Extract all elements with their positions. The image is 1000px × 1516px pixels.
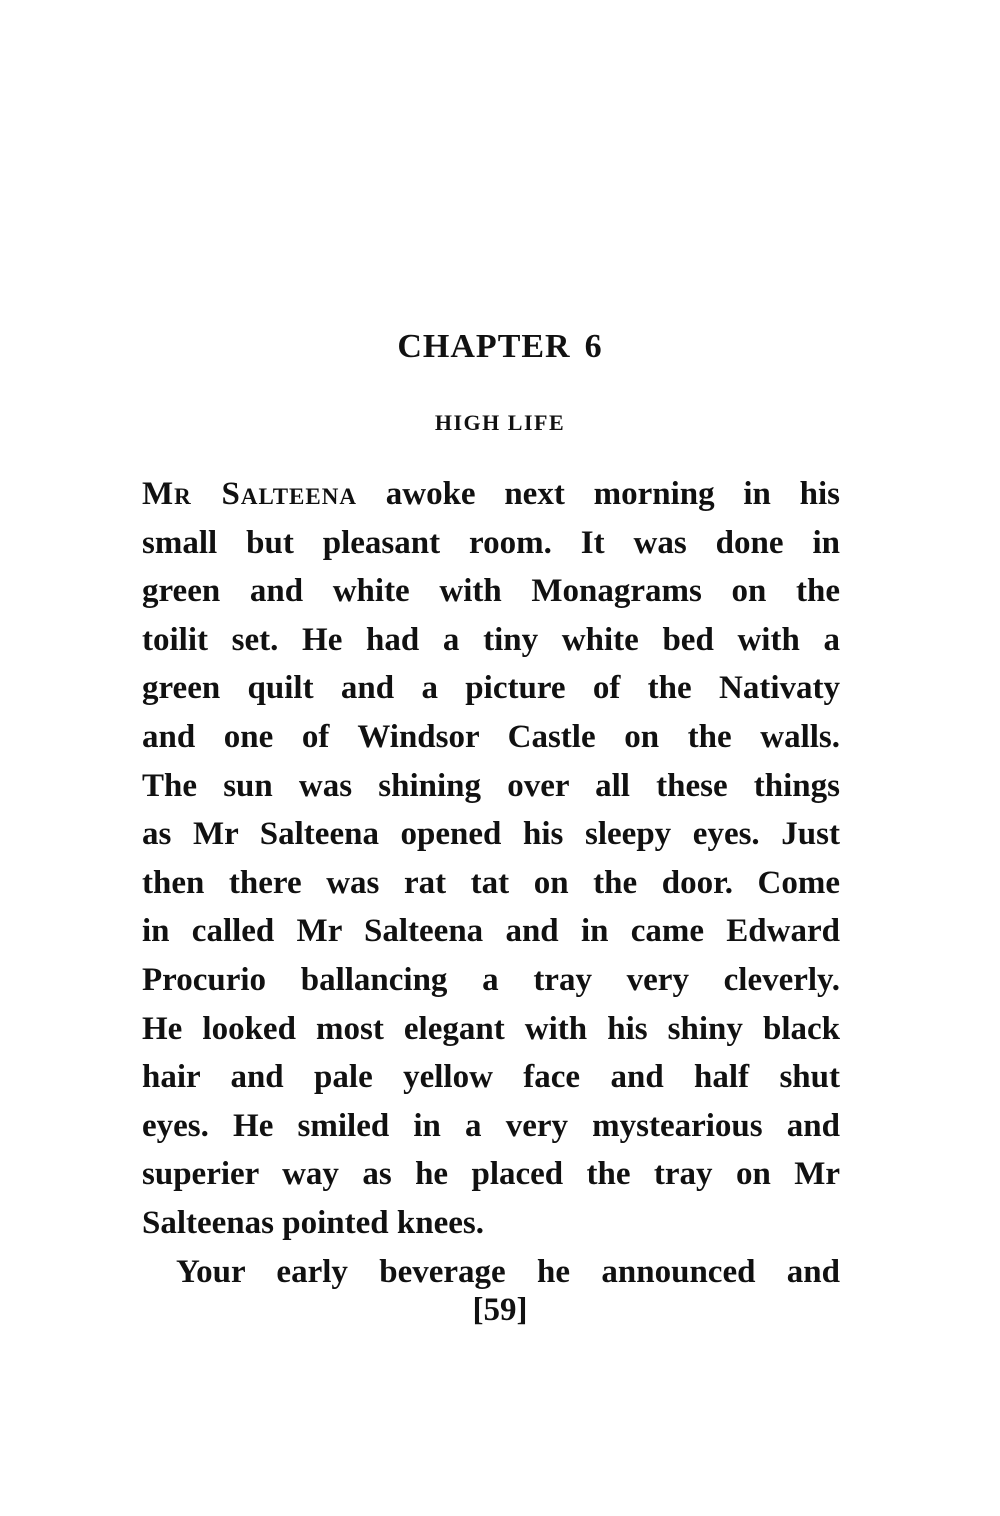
text-line: then there was rat tat on the door. Come	[142, 864, 840, 901]
text-line: in called Mr Salteena and in came Edward	[142, 913, 840, 950]
text-line: superier way as he placed the tray on Mr	[142, 1156, 840, 1193]
text-line: eyes. He smiled in a very mystearious and	[142, 1107, 840, 1144]
chapter-number: 6	[584, 328, 603, 365]
chapter-heading	[0, 328, 1000, 366]
chapter-label: CHAPTER	[397, 328, 571, 365]
text-line: green and white with Monagrams on the	[142, 573, 840, 610]
text-line: small but pleasant room. It was done in	[142, 524, 840, 561]
text-line: green quilt and a picture of the Nativaty	[142, 670, 840, 707]
text-line: as Mr Salteena opened his sleepy eyes. Just	[142, 816, 840, 853]
page-number: [59]	[472, 1292, 528, 1328]
paragraph-start-line: Your early beverage he announced and	[176, 1253, 840, 1290]
text-line: toilit set. He had a tiny white bed with a	[142, 621, 840, 658]
character-name: Mr Salteena	[142, 476, 357, 512]
text-line: He looked most elegant with his shiny black	[142, 1010, 840, 1047]
text-line: Procurio ballancing a tray very cleverly.	[142, 961, 840, 998]
text-line: The sun was shining over all these things	[142, 767, 840, 804]
opening-line-rest: awoke next morning in his	[356, 476, 840, 512]
body-text	[142, 470, 840, 1296]
text-line	[142, 470, 840, 519]
chapter-title: HIGH LIFE	[434, 410, 566, 435]
text-line: and one of Windsor Castle on the walls.	[142, 718, 840, 755]
text-line: Salteenas pointed knees.	[142, 1204, 484, 1241]
text-line: hair and pale yellow face and half shut	[142, 1059, 840, 1096]
